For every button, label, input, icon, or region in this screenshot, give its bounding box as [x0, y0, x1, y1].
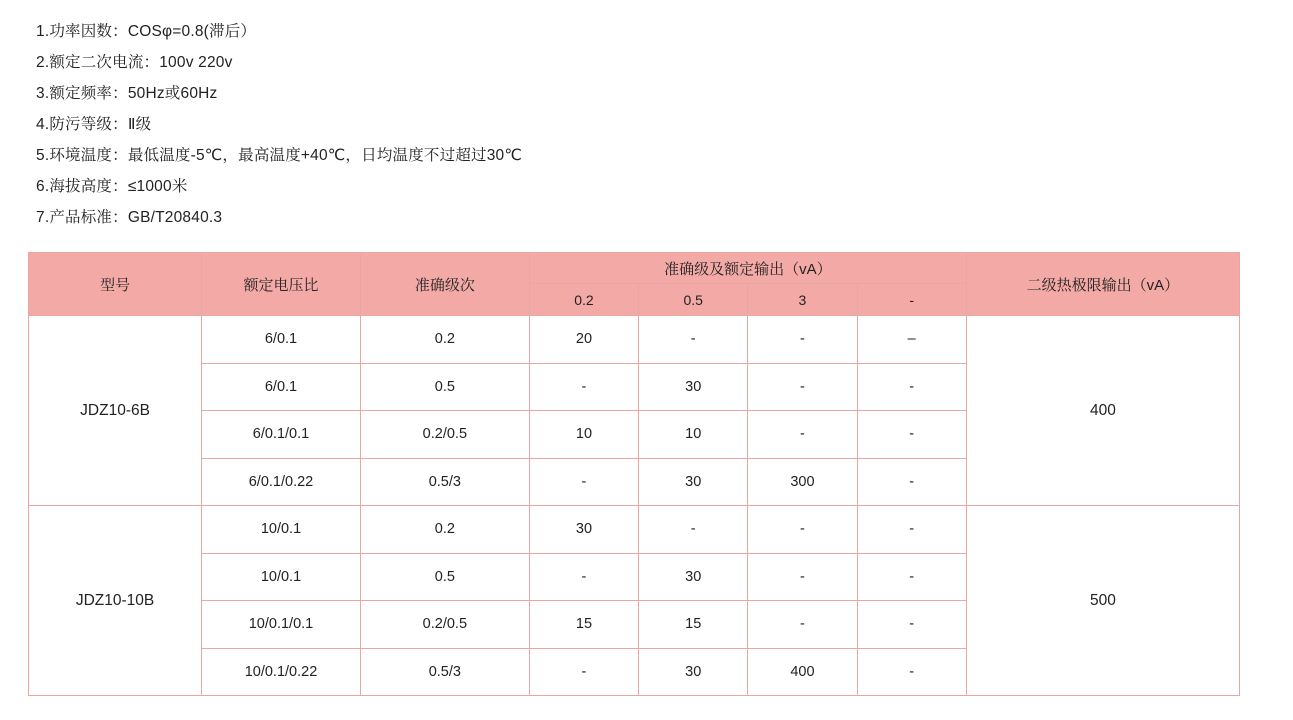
cell-output-2: 30	[639, 458, 748, 506]
cell-output-4: -	[857, 411, 966, 459]
cell-output-1: 30	[529, 506, 638, 554]
spec-item-5: 5.环境温度：最低温度-5℃，最高温度+40℃，日均温度不过超过30℃	[36, 147, 522, 164]
cell-output-2: 30	[639, 363, 748, 411]
header-output-group: 准确级及额定输出（vA）	[529, 253, 966, 284]
cell-output-2: -	[639, 506, 748, 554]
cell-output-1: -	[529, 553, 638, 601]
cell-output-3: -	[748, 601, 857, 649]
cell-output-2: 30	[639, 553, 748, 601]
cell-accuracy: 0.2/0.5	[360, 601, 529, 649]
cell-output-2: 15	[639, 601, 748, 649]
cell-ratio: 10/0.1	[202, 553, 361, 601]
cell-ratio: 10/0.1/0.1	[202, 601, 361, 649]
cell-thermal-limit: 400	[966, 316, 1239, 506]
cell-ratio: 10/0.1/0.22	[202, 648, 361, 696]
cell-output-2: 10	[639, 411, 748, 459]
spec-item-4: 4.防污等级：Ⅱ级	[36, 116, 152, 133]
cell-output-1: -	[529, 648, 638, 696]
cell-output-3: -	[748, 363, 857, 411]
cell-output-4: –	[857, 316, 966, 364]
cell-accuracy: 0.5/3	[360, 458, 529, 506]
specification-table	[28, 252, 1240, 696]
cell-ratio: 6/0.1/0.22	[202, 458, 361, 506]
cell-output-4: -	[857, 553, 966, 601]
cell-ratio: 10/0.1	[202, 506, 361, 554]
cell-accuracy: 0.5/3	[360, 648, 529, 696]
cell-ratio: 6/0.1	[202, 363, 361, 411]
spec-item-6: 6.海拔高度：≤1000米	[36, 178, 188, 195]
header-output-col-3: 3	[748, 284, 857, 316]
header-output-col-2: 0.5	[639, 284, 748, 316]
header-ratio: 额定电压比	[202, 253, 361, 316]
table-header-row-1	[29, 253, 1240, 284]
spec-item-1: 1.功率因数：COSφ=0.8(滞后）	[36, 23, 257, 40]
cell-model-jdz10-6b: JDZ10-6B	[29, 316, 202, 506]
cell-output-3: -	[748, 316, 857, 364]
cell-accuracy: 0.2	[360, 316, 529, 364]
cell-output-2: -	[639, 316, 748, 364]
cell-accuracy: 0.5	[360, 553, 529, 601]
table-row	[29, 316, 1240, 364]
cell-output-3: 400	[748, 648, 857, 696]
cell-output-3: -	[748, 553, 857, 601]
cell-output-3: 300	[748, 458, 857, 506]
cell-accuracy: 0.5	[360, 363, 529, 411]
cell-output-3: -	[748, 506, 857, 554]
cell-ratio: 6/0.1	[202, 316, 361, 364]
cell-output-4: -	[857, 363, 966, 411]
cell-output-4: -	[857, 648, 966, 696]
spec-item-7: 7.产品标准：GB/T20840.3	[36, 209, 223, 226]
table-body	[29, 316, 1240, 696]
cell-accuracy: 0.2/0.5	[360, 411, 529, 459]
header-output-col-4: -	[857, 284, 966, 316]
header-model: 型号	[29, 253, 202, 316]
cell-output-4: -	[857, 506, 966, 554]
table-row	[29, 506, 1240, 554]
header-output-col-1: 0.2	[529, 284, 638, 316]
cell-output-1: 10	[529, 411, 638, 459]
spec-item-2: 2.额定二次电流：100v 220v	[36, 54, 233, 71]
cell-model-jdz10-10b: JDZ10-10B	[29, 506, 202, 696]
header-accuracy-class: 准确级次	[360, 253, 529, 316]
cell-output-1: -	[529, 458, 638, 506]
cell-output-1: 20	[529, 316, 638, 364]
table-header	[29, 253, 1240, 316]
cell-output-4: -	[857, 601, 966, 649]
cell-output-1: 15	[529, 601, 638, 649]
cell-output-3: -	[748, 411, 857, 459]
cell-output-2: 30	[639, 648, 748, 696]
cell-thermal-limit: 500	[966, 506, 1239, 696]
cell-output-4: -	[857, 458, 966, 506]
spec-item-3: 3.额定频率：50Hz或60Hz	[36, 85, 218, 102]
header-thermal-limit: 二级热极限输出（vA）	[966, 253, 1239, 316]
cell-ratio: 6/0.1/0.1	[202, 411, 361, 459]
cell-output-1: -	[529, 363, 638, 411]
specification-list	[0, 0, 1293, 233]
cell-accuracy: 0.2	[360, 506, 529, 554]
